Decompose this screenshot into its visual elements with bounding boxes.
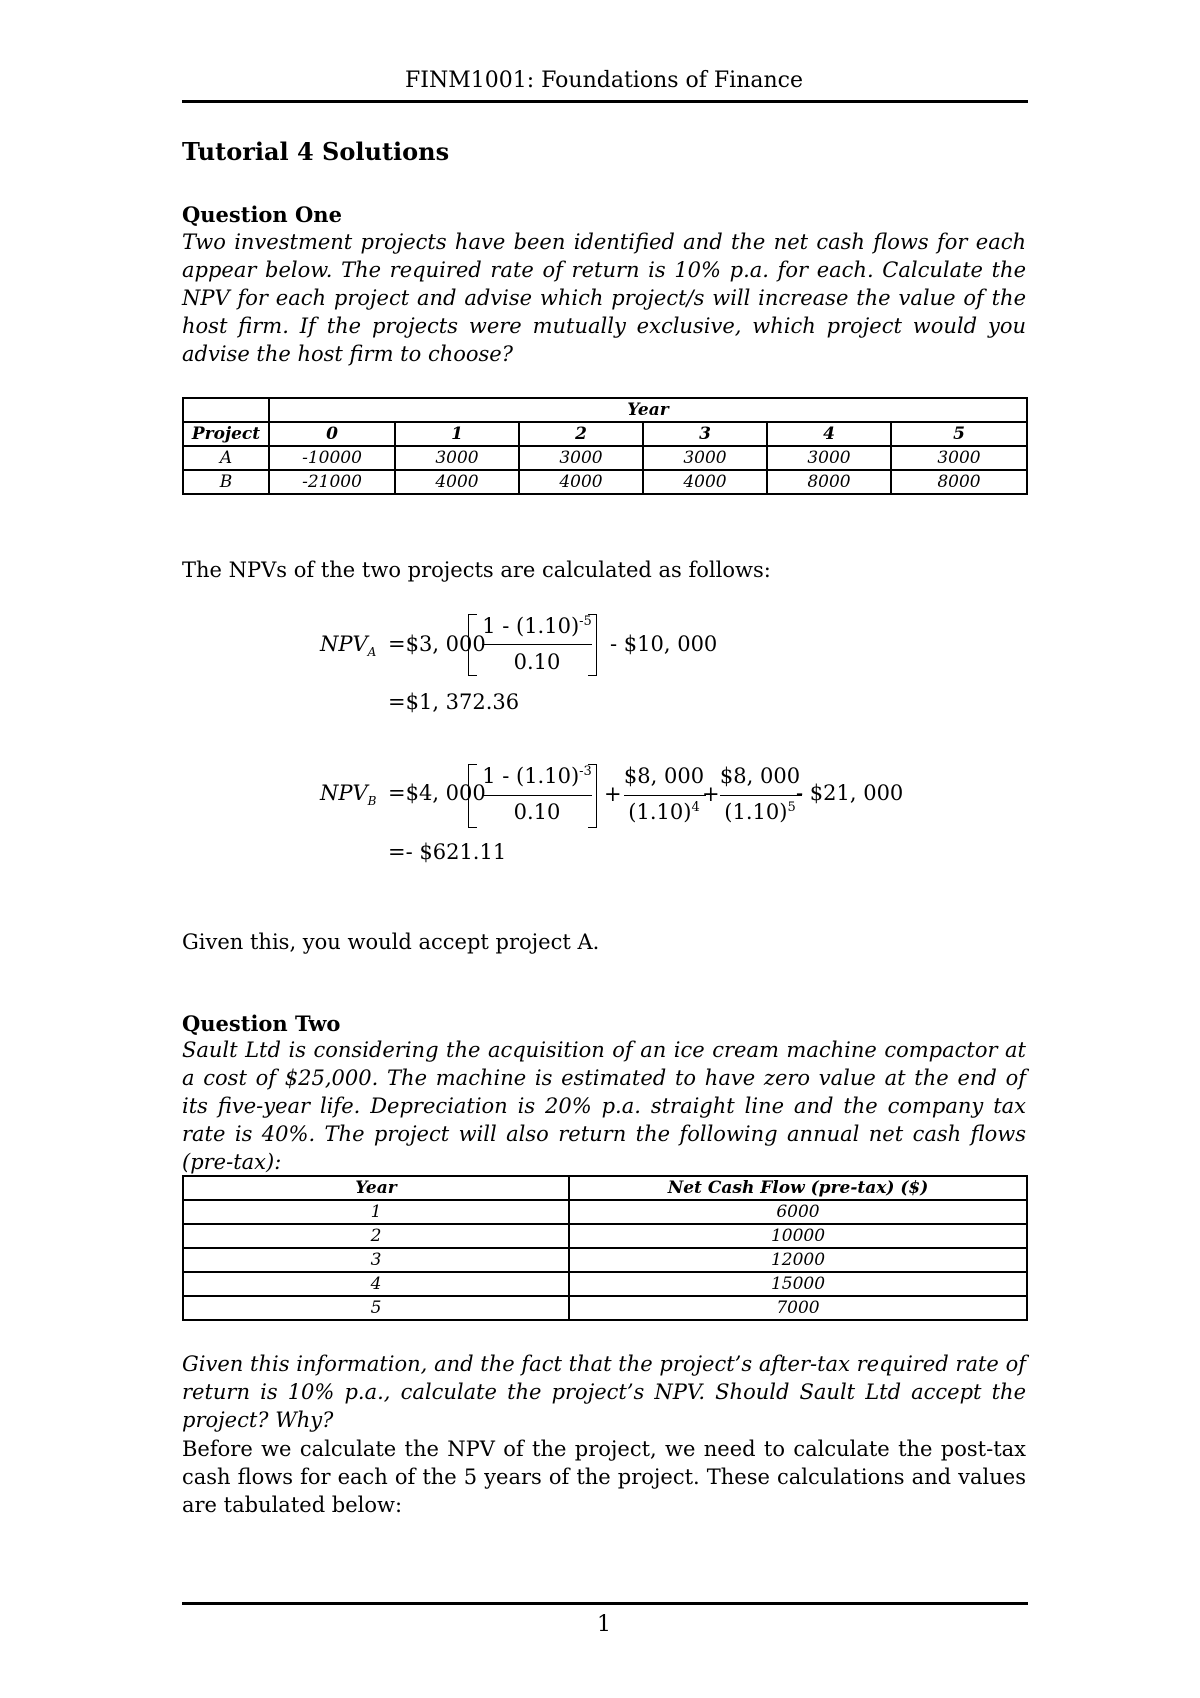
denominator-exponent: 4 <box>691 800 700 815</box>
numerator-exponent: -3 <box>579 764 592 779</box>
cash-flow-cell: 3000 <box>395 446 519 470</box>
right-bracket <box>588 764 597 828</box>
cash-flow-column-header: Net Cash Flow (pre-tax) ($) <box>569 1176 1027 1200</box>
table-row <box>183 1248 1027 1272</box>
year4-numerator: $8, 000 <box>623 764 705 788</box>
cash-flow-cell: 3000 <box>891 446 1027 470</box>
year-column-header: Year <box>183 1176 569 1200</box>
footer-rule <box>182 1602 1028 1605</box>
cash-flow-cell: 8000 <box>891 470 1027 494</box>
npv-a-outlay: - $10, 000 <box>610 632 718 656</box>
fraction-bar <box>482 644 592 645</box>
table-row <box>183 1272 1027 1296</box>
year5-numerator: $8, 000 <box>719 764 801 788</box>
fraction-bar <box>624 795 706 796</box>
npv-b-result: =- $621.11 <box>388 840 507 864</box>
year-cell: 1 <box>183 1200 569 1224</box>
header-rule <box>182 100 1028 103</box>
cash-flow-cell: 8000 <box>767 470 891 494</box>
table-row <box>183 446 1027 470</box>
pretax-cash-flow-table <box>182 1175 1028 1321</box>
left-bracket <box>468 614 477 676</box>
page-number: 1 <box>597 1612 611 1637</box>
year-cell: 2 <box>183 1224 569 1248</box>
annuity-numerator <box>478 764 596 788</box>
cash-flow-cell: 6000 <box>569 1200 1027 1224</box>
cash-flow-cell: 7000 <box>569 1296 1027 1320</box>
numerator-exponent: -5 <box>579 614 592 629</box>
npv-subscript: A <box>367 645 377 660</box>
page-header: FINM1001: Foundations of Finance <box>404 68 804 93</box>
npv-b-outlay: - $21, 000 <box>796 781 904 805</box>
plus-sign: + <box>702 782 720 806</box>
npv-b-lhs <box>320 781 377 808</box>
question-two-prompt: Given this information, and the fact that the project’s after-tax required rate of return is 10% p.a., calculate the project’s NPV. Should Sault Ltd accept the project? Why? <box>182 1352 1026 1432</box>
fraction-bar <box>720 795 802 796</box>
numerator-text: 1 - (1.10) <box>482 614 580 638</box>
year-header: 1 <box>395 422 519 446</box>
denominator-text: (1.10) <box>628 800 692 824</box>
year-header: 4 <box>767 422 891 446</box>
npv-a-lhs <box>320 632 376 659</box>
denominator-exponent: 5 <box>787 800 796 815</box>
denominator-text: (1.10) <box>724 800 788 824</box>
table-corner-cell <box>183 398 269 422</box>
table-row <box>183 1200 1027 1224</box>
project-cash-flow-table <box>182 397 1028 495</box>
cash-flow-cell: 3000 <box>519 446 643 470</box>
npv-a-result: =$1, 372.36 <box>388 690 520 714</box>
cash-flow-cell: 4000 <box>395 470 519 494</box>
table-row <box>183 1296 1027 1320</box>
year-header: 5 <box>891 422 1027 446</box>
year-header: 3 <box>643 422 767 446</box>
question-one-conclusion: Given this, you would accept project A. <box>182 930 600 954</box>
cash-flow-cell: 4000 <box>519 470 643 494</box>
npv-symbol: NPV <box>320 781 368 805</box>
cash-flow-cell: 3000 <box>767 446 891 470</box>
project-cell: B <box>183 470 269 494</box>
year4-denominator <box>620 800 708 824</box>
cash-flow-cell: -10000 <box>269 446 395 470</box>
question-one-heading: Question One <box>182 202 342 227</box>
right-bracket <box>588 614 597 676</box>
year-header: 2 <box>519 422 643 446</box>
numerator-text: 1 - (1.10) <box>482 764 580 788</box>
year5-denominator <box>716 800 804 824</box>
annuity-denominator: 0.10 <box>513 650 561 674</box>
year-cell: 4 <box>183 1272 569 1296</box>
year-group-header: Year <box>269 398 1027 422</box>
year-header: 0 <box>269 422 395 446</box>
year-cell: 3 <box>183 1248 569 1272</box>
year-cell: 5 <box>183 1296 569 1320</box>
question-two-heading: Question Two <box>182 1011 341 1036</box>
cash-flow-cell: 4000 <box>643 470 767 494</box>
table-row <box>183 1224 1027 1248</box>
annuity-denominator: 0.10 <box>513 800 561 824</box>
page-title: Tutorial 4 Solutions <box>182 137 450 166</box>
annuity-numerator <box>478 614 596 638</box>
cash-flow-cell: 15000 <box>569 1272 1027 1296</box>
plus-sign: + <box>604 782 622 806</box>
cash-flow-cell: 10000 <box>569 1224 1027 1248</box>
question-two-text: Sault Ltd is considering the acquisition of an ice cream machine compactor at a cost of $25,000. The machine is estimated to have zero value at the end of its five-year life. Depreciation is 20% p.a. straight line and the company tax rate is 40%. The project will also return the following annual net cash flows (pre-tax): <box>182 1038 1026 1174</box>
npv-symbol: NPV <box>320 632 368 656</box>
cash-flow-cell: 12000 <box>569 1248 1027 1272</box>
npv-subscript: B <box>367 794 377 809</box>
npv-b-coefficient: =$4, 000 <box>388 781 486 805</box>
cash-flow-cell: -21000 <box>269 470 395 494</box>
fraction-bar <box>482 795 592 796</box>
npv-a-coefficient: =$3, 000 <box>388 632 486 656</box>
table-row <box>183 470 1027 494</box>
npv-intro: The NPVs of the two projects are calculated as follows: <box>182 558 771 582</box>
left-bracket <box>468 764 477 828</box>
question-one-text: Two investment projects have been identified and the net cash flows for each appear below. The required rate of return is 10% p.a. for each. Calculate the NPV for each project and advise which project/s will increase the value of the host firm. If the projects were mutually exclusive, which project would you advise the host firm to choose? <box>182 230 1026 366</box>
project-cell: A <box>183 446 269 470</box>
cash-flow-cell: 3000 <box>643 446 767 470</box>
project-column-header: Project <box>183 422 269 446</box>
question-two-answer-intro: Before we calculate the NPV of the project, we need to calculate the post-tax cash flows for each of the 5 years of the project. These calculations and values are tabulated below: <box>182 1437 1026 1517</box>
